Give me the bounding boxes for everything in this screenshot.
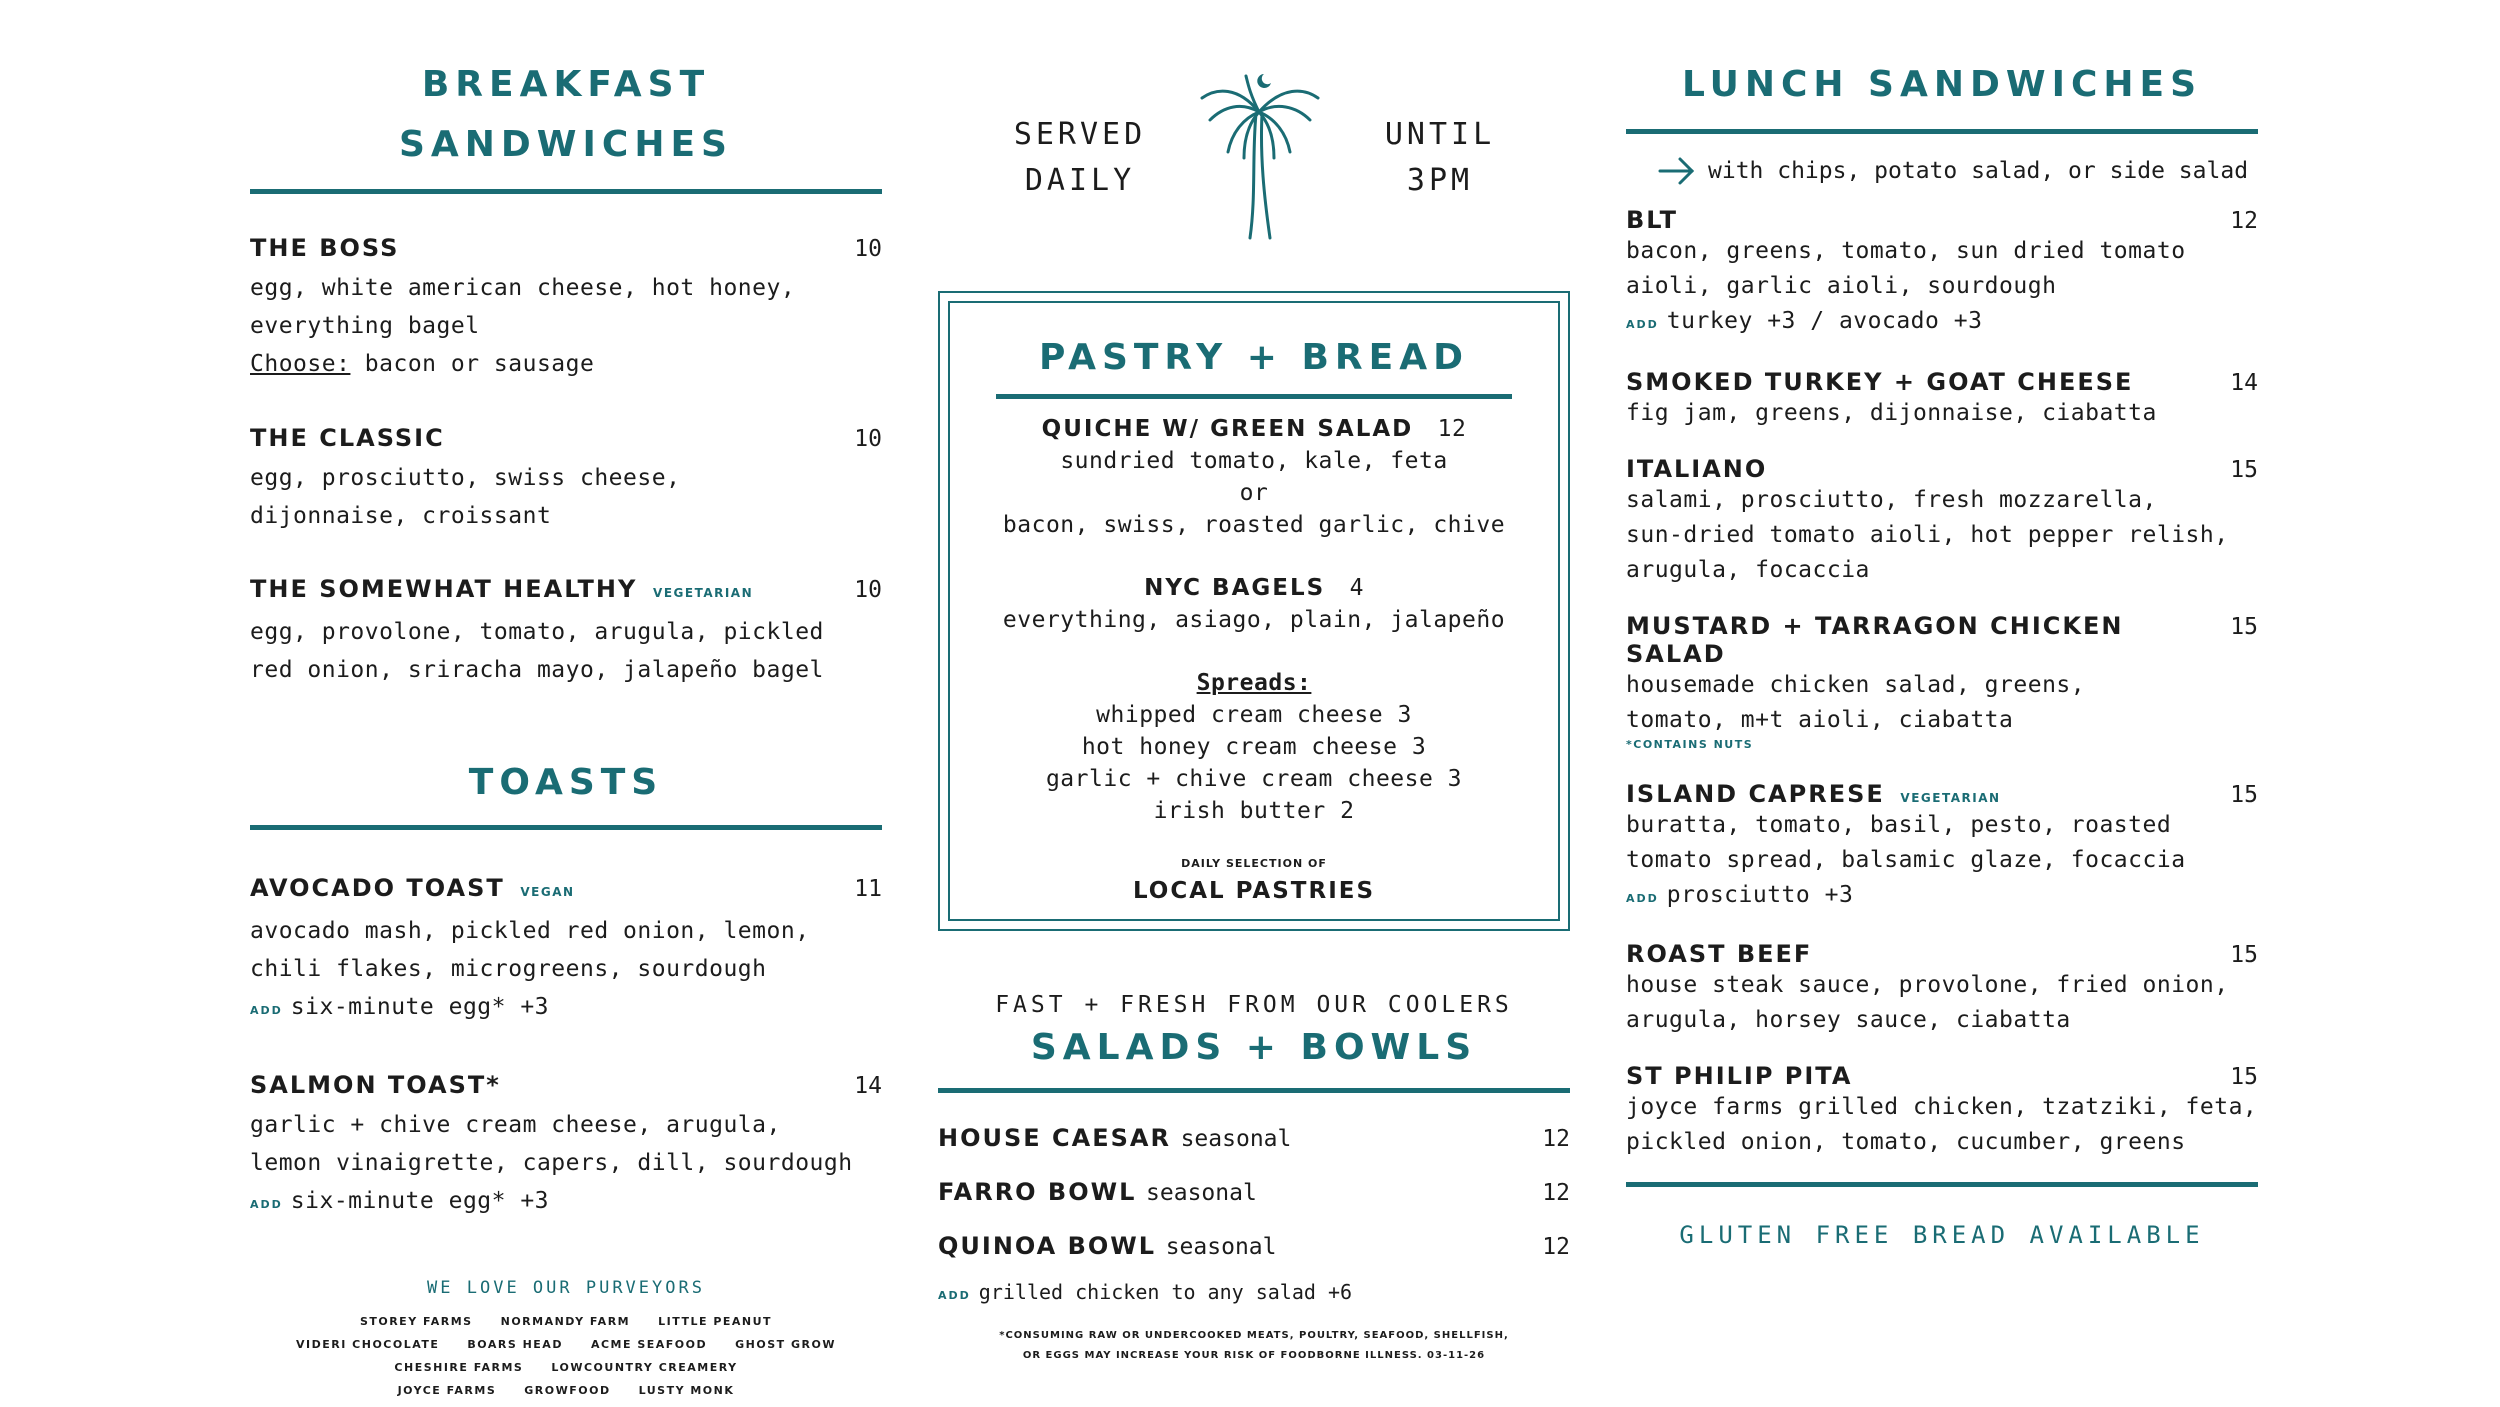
menu-item-salmon-toast xyxy=(250,1065,882,1224)
spreads-label: Spreads: xyxy=(1196,670,1312,696)
item-name: NYC BAGELS xyxy=(1144,575,1326,601)
purveyor-name: STOREY FARMS xyxy=(359,1315,473,1328)
daily-selection-label: DAILY SELECTION OF xyxy=(1181,857,1327,870)
item-price: 10 xyxy=(854,577,882,603)
menu-item-island-caprese xyxy=(1626,780,2258,916)
purveyors-row xyxy=(250,1356,882,1379)
purveyor-name: ACME SEAFOOD xyxy=(590,1338,708,1351)
item-price: 15 xyxy=(2230,614,2258,640)
item-description-line: joyce farms grilled chicken, tzatziki, feta, xyxy=(1626,1094,2258,1120)
item-name: THE CLASSIC xyxy=(250,424,445,452)
salads-subtitle: FAST + FRESH FROM OUR COOLERS xyxy=(995,992,1513,1018)
item-note: seasonal xyxy=(1165,1234,1277,1260)
disclaimer-line: OR EGGS MAY INCREASE YOUR RISK OF FOODBORNE ILLNESS. 03-11-26 xyxy=(1022,1350,1486,1361)
toasts-rule xyxy=(250,825,882,830)
item-note: seasonal xyxy=(1180,1126,1292,1152)
purveyor-name: LUSTY MONK xyxy=(638,1384,735,1397)
sides-text: with chips, potato salad, or side salad xyxy=(1708,158,2249,184)
salad-item xyxy=(938,1221,1570,1274)
add-text: six-minute egg* +3 xyxy=(290,1188,550,1214)
purveyor-name: GROWFOOD xyxy=(524,1384,611,1397)
purveyors-row xyxy=(250,1333,882,1356)
item-description-line: or xyxy=(1239,480,1269,506)
add-label: ADD xyxy=(250,1198,283,1211)
item-name: ITALIANO xyxy=(1626,455,1768,483)
until-3pm-label xyxy=(1360,112,1520,204)
item-price: 12 xyxy=(1542,1234,1570,1260)
item-add-on xyxy=(1626,878,2258,916)
item-description-line: avocado mash, pickled red onion, lemon, xyxy=(250,918,810,944)
dietary-tag: VEGETARIAN xyxy=(1900,791,2001,805)
item-description-line: chili flakes, microgreens, sourdough xyxy=(250,956,767,982)
item-description-line: egg, provolone, tomato, arugula, pickled xyxy=(250,619,824,645)
arrow-right-icon xyxy=(1658,156,1696,186)
menu-item-blt xyxy=(1626,206,2258,342)
item-price: 15 xyxy=(2230,782,2258,808)
salads-section xyxy=(938,992,1570,1366)
item-name: QUINOA BOWL xyxy=(938,1232,1157,1260)
item-name: MUSTARD + TARRAGON CHICKEN SALAD xyxy=(1626,612,2124,668)
purveyor-name: NORMANDY FARM xyxy=(500,1315,631,1328)
purveyors-title: WE LOVE OUR PURVEYORS xyxy=(427,1278,705,1298)
item-name: ROAST BEEF xyxy=(1626,940,1813,968)
dietary-tag: VEGAN xyxy=(520,885,575,899)
item-price: 15 xyxy=(2230,1064,2258,1090)
item-name: ISLAND CAPRESE xyxy=(1626,780,1885,808)
palm-tree-icon xyxy=(1198,66,1322,242)
item-description-line: lemon vinaigrette, capers, dill, sourdough xyxy=(250,1150,853,1176)
spread-item: whipped cream cheese 3 xyxy=(1096,702,1412,728)
salad-add-on xyxy=(938,1274,1570,1314)
item-description-line: bacon, greens, tomato, sun dried tomato xyxy=(1626,238,2186,264)
item-price: 10 xyxy=(854,236,882,262)
purveyors-row xyxy=(250,1379,882,1402)
item-description-line: everything bagel xyxy=(250,313,480,339)
add-label: ADD xyxy=(1626,318,1659,331)
purveyor-name: LITTLE PEANUT xyxy=(658,1315,773,1328)
salad-item xyxy=(938,1113,1570,1166)
served-word: SERVED xyxy=(1013,117,1147,152)
menu-item-avocado-toast xyxy=(250,868,882,1030)
item-price: 12 xyxy=(1542,1180,1570,1206)
bagels-item xyxy=(938,572,1570,636)
item-description-line: sun-dried tomato aioli, hot pepper relish, xyxy=(1626,522,2229,548)
pastry-bread-section xyxy=(938,330,1570,904)
item-price: 11 xyxy=(854,876,882,902)
item-description-line: fig jam, greens, dijonnaise, ciabatta xyxy=(1626,400,2157,426)
menu-item-the-somewhat-healthy xyxy=(250,569,882,689)
menu-item-smoked-turkey xyxy=(1626,368,2258,431)
item-add-on xyxy=(250,1182,882,1224)
item-name: THE SOMEWHAT HEALTHY xyxy=(250,575,638,603)
menu-item-the-boss xyxy=(250,228,882,383)
until-word: UNTIL xyxy=(1384,117,1496,152)
item-add-on xyxy=(1626,304,2258,342)
item-add-on xyxy=(250,988,882,1030)
item-name: SMOKED TURKEY + GOAT CHEESE xyxy=(1626,368,2134,396)
salad-item xyxy=(938,1166,1570,1221)
quiche-item xyxy=(938,413,1570,541)
item-description-line: housemade chicken salad, greens, xyxy=(1626,672,2086,698)
spreads-list xyxy=(938,667,1570,827)
item-description-line: garlic + chive cream cheese, arugula, xyxy=(250,1112,781,1138)
daily-word: DAILY xyxy=(1024,163,1136,198)
dietary-tag: VEGETARIAN xyxy=(653,586,754,600)
item-price: 12 xyxy=(1542,1126,1570,1152)
disclaimer-line: *CONSUMING RAW OR UNDERCOOKED MEATS, POULTRY, SEAFOOD, SHELLFISH, xyxy=(999,1330,1509,1341)
breakfast-title: BREAKFAST SANDWICHES xyxy=(399,64,733,165)
menu-item-the-classic xyxy=(250,418,882,535)
purveyor-name: LOWCOUNTRY CREAMERY xyxy=(551,1361,738,1374)
add-label: ADD xyxy=(938,1289,971,1302)
item-price: 14 xyxy=(2230,370,2258,396)
item-description-line: pickled onion, tomato, cucumber, greens xyxy=(1626,1129,2186,1155)
choose-options: bacon or sausage xyxy=(364,351,595,377)
item-price: 12 xyxy=(2230,208,2258,234)
item-description-line: arugula, horsey sauce, ciabatta xyxy=(1626,1007,2071,1033)
lunch-section xyxy=(1626,55,2258,1249)
salads-title: SALADS + BOWLS xyxy=(1030,1027,1478,1068)
served-daily-label xyxy=(1000,112,1160,204)
purveyor-name: GHOST GROW xyxy=(735,1338,836,1351)
purveyors-row xyxy=(250,1310,882,1333)
item-description-line: sundried tomato, kale, feta xyxy=(1060,448,1448,474)
pastry-title: PASTRY + BREAD xyxy=(1039,337,1469,378)
item-price: 10 xyxy=(854,426,882,452)
purveyor-name: VIDERI CHOCOLATE xyxy=(296,1338,440,1351)
item-description-line: dijonnaise, croissant xyxy=(250,503,552,529)
item-description-line: bacon, swiss, roasted garlic, chive xyxy=(1002,512,1506,538)
item-description-line: egg, prosciutto, swiss cheese, xyxy=(250,465,681,491)
purveyor-name: CHESHIRE FARMS xyxy=(394,1361,524,1374)
item-price: 15 xyxy=(2230,457,2258,483)
item-name: HOUSE CAESAR xyxy=(938,1124,1171,1152)
allergen-note: *CONTAINS NUTS xyxy=(1626,738,1754,751)
item-name: THE BOSS xyxy=(250,234,400,262)
item-description-line: salami, prosciutto, fresh mozzarella, xyxy=(1626,487,2157,513)
add-text: grilled chicken to any salad +6 xyxy=(978,1280,1353,1304)
item-description-line: buratta, tomato, basil, pesto, roasted xyxy=(1626,812,2172,838)
item-price: 15 xyxy=(2230,942,2258,968)
breakfast-section xyxy=(250,55,882,1402)
item-description-line: everything, asiago, plain, jalapeño xyxy=(1002,607,1506,633)
purveyor-name: BOARS HEAD xyxy=(467,1338,563,1351)
item-name: ST PHILIP PITA xyxy=(1626,1062,1853,1090)
choose-label: Choose: xyxy=(250,351,351,377)
pastry-rule xyxy=(996,394,1512,399)
time-word: 3PM xyxy=(1406,163,1474,198)
gluten-free-note: GLUTEN FREE BREAD AVAILABLE xyxy=(1679,1221,2205,1249)
item-description-line: red onion, sriracha mayo, jalapeño bagel xyxy=(250,657,824,683)
add-text: six-minute egg* +3 xyxy=(290,994,550,1020)
salads-rule xyxy=(938,1088,1570,1093)
item-note: seasonal xyxy=(1146,1180,1257,1206)
add-text: turkey +3 / avocado +3 xyxy=(1666,308,1983,334)
item-price: 12 xyxy=(1437,416,1467,442)
menu-item-italiano xyxy=(1626,455,2258,588)
spread-item: garlic + chive cream cheese 3 xyxy=(1045,766,1463,792)
lunch-rule xyxy=(1626,129,2258,134)
item-description-line: arugula, focaccia xyxy=(1626,557,1870,583)
item-choice xyxy=(250,345,882,383)
purveyors-block xyxy=(250,1278,882,1402)
menu-item-roast-beef xyxy=(1626,940,2258,1038)
spread-item: irish butter 2 xyxy=(1153,798,1355,824)
item-price: 14 xyxy=(854,1073,882,1099)
item-name: FARRO BOWL xyxy=(938,1178,1137,1206)
breakfast-rule xyxy=(250,189,882,194)
item-name: AVOCADO TOAST xyxy=(250,874,505,902)
item-description-line: tomato, m+t aioli, ciabatta xyxy=(1626,707,2014,733)
item-name: BLT xyxy=(1626,206,1678,234)
toasts-title: TOASTS xyxy=(468,762,664,803)
item-name: SALMON TOAST* xyxy=(250,1071,501,1099)
menu-item-chicken-salad xyxy=(1626,612,2258,752)
item-description-line: house steak sauce, provolone, fried onion, xyxy=(1626,972,2229,998)
item-description-line: tomato spread, balsamic glaze, focaccia xyxy=(1626,847,2186,873)
add-label: ADD xyxy=(1626,892,1659,905)
lunch-bottom-rule xyxy=(1626,1182,2258,1187)
item-description-line: egg, white american cheese, hot honey, xyxy=(250,275,796,301)
add-text: prosciutto +3 xyxy=(1666,882,1854,908)
add-label: ADD xyxy=(250,1004,283,1017)
item-description-line: aioli, garlic aioli, sourdough xyxy=(1626,273,2057,299)
item-price: 4 xyxy=(1349,575,1364,601)
spread-item: hot honey cream cheese 3 xyxy=(1081,734,1427,760)
local-pastries-label: LOCAL PASTRIES xyxy=(1132,878,1376,904)
menu-item-st-philip-pita xyxy=(1626,1062,2258,1160)
lunch-title: LUNCH SANDWICHES xyxy=(1681,64,2203,105)
purveyor-name: JOYCE FARMS xyxy=(397,1384,497,1397)
item-name: QUICHE W/ GREEN SALAD xyxy=(1041,416,1414,442)
lunch-sides-note xyxy=(1658,156,2258,186)
